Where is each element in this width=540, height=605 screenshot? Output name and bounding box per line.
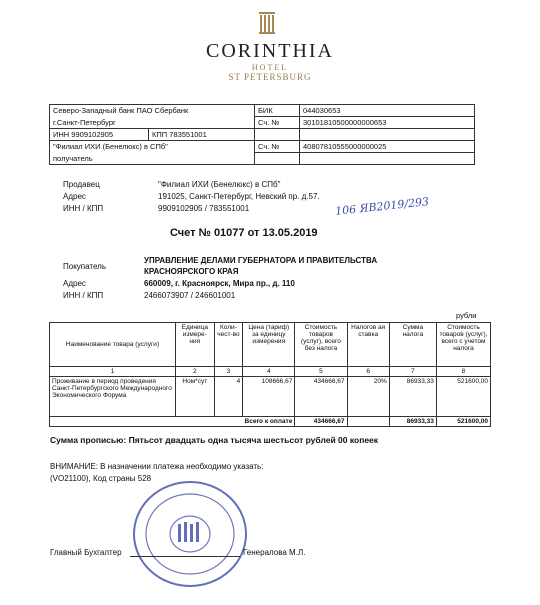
empty-cell <box>300 153 475 165</box>
company-stamp <box>130 478 250 590</box>
row-total: 521600,00 <box>436 377 490 417</box>
col-number: 5 <box>295 367 347 377</box>
corr-account-value: 30101810500000000653 <box>300 117 475 129</box>
buyer-inn-kpp: 2466073907 / 246601001 <box>144 291 236 300</box>
hotel-brand-sub: HOTEL <box>251 63 289 72</box>
col-number: 6 <box>347 367 389 377</box>
total-tax: 86933,33 <box>389 417 436 427</box>
row-cost: 434666,67 <box>295 377 347 417</box>
header-total: Стоимость товаров (услуг), всего с учетом налога <box>436 323 490 367</box>
buyer-label: Покупатель <box>63 262 106 271</box>
recipient-inn: ИНН 9909102905 <box>50 129 149 141</box>
recipient-label: получатель <box>50 153 255 165</box>
seller-inn-kpp: 9909102905 / 783551001 <box>158 204 250 213</box>
row-tax: 86933,33 <box>389 377 436 417</box>
signature-name: Генералова М.Л. <box>243 548 306 557</box>
invoice-date-prefix: от <box>247 227 260 239</box>
handwritten-note: 106 ЯВ2019/293 <box>334 195 430 218</box>
bik-value: 044030653 <box>300 105 475 117</box>
bank-details-table <box>49 104 475 165</box>
currency-label: рубли <box>456 311 477 320</box>
seller-label: Продавец <box>63 180 100 189</box>
header-tax: Сумма налога <box>389 323 436 367</box>
col-number: 4 <box>243 367 295 377</box>
header-name: Наименование товара (услуги) <box>50 323 176 367</box>
row-price: 108666,67 <box>243 377 295 417</box>
payment-notice-code: (VO21100), Код страны 528 <box>50 474 152 483</box>
corr-account-label: Сч. № <box>255 117 300 129</box>
total-label: Всего к оплате <box>50 417 295 427</box>
total-sum: 521600,00 <box>436 417 490 427</box>
seller-name: "Филиал ИХИ (Бенелюкс) в СПб" <box>158 180 281 189</box>
seller-inn-label: ИНН / КПП <box>63 204 104 213</box>
total-cost: 434666,67 <box>295 417 347 427</box>
row-name: Проживание в период проведения Санкт-Петербургского Международного Экономического Форума <box>50 377 176 417</box>
goods-table <box>49 322 491 427</box>
col-number: 3 <box>214 367 243 377</box>
buyer-name-line2: КРАСНОЯРСКОГО КРАЯ <box>144 267 239 276</box>
empty-cell <box>347 417 389 427</box>
account-value: 40807810555000000025 <box>300 141 475 153</box>
header-unit: Единица измере-ния <box>176 323 215 367</box>
buyer-address-label: Адрес <box>63 279 86 288</box>
invoice-title <box>170 227 318 239</box>
col-number: 2 <box>176 367 215 377</box>
bik-label: БИК <box>255 105 300 117</box>
sum-in-words: Сумма прописью: Пятьсот двадцать одна тысяча шестьсот рублей 00 копеек <box>50 435 379 445</box>
hotel-brand-city: ST PETERSBURG <box>228 72 312 82</box>
table-row <box>50 377 491 417</box>
invoice-prefix: Счет № <box>170 227 211 239</box>
col-number: 1 <box>50 367 176 377</box>
header-rate: Налогов ая ставка <box>347 323 389 367</box>
account-label: Сч. № <box>255 141 300 153</box>
col-number: 8 <box>436 367 490 377</box>
signature-line <box>130 556 240 557</box>
bank-city: г.Санкт-Петербург <box>50 117 255 129</box>
seller-address-label: Адрес <box>63 192 86 201</box>
empty-cell <box>255 153 300 165</box>
col-number: 7 <box>389 367 436 377</box>
header-price: Цена (тариф) за единицу измерения <box>243 323 295 367</box>
signature-label: Главный Бухгалтер <box>50 548 122 557</box>
invoice-date: 13.05.2019 <box>262 227 318 239</box>
header-qty: Коли-чест-во <box>214 323 243 367</box>
empty-cell <box>300 129 475 141</box>
recipient-name: "Филиал ИХИ (Бенелюкс) в СПб" <box>50 141 255 153</box>
seller-address: 191025, Санкт-Петербург, Невский пр. д.57. <box>158 192 320 201</box>
row-qty: 4 <box>214 377 243 417</box>
hotel-brand-name: CORINTHIA <box>206 40 334 62</box>
bank-name: Северо-Западный банк ПАО Сбербанк <box>50 105 255 117</box>
empty-cell <box>255 129 300 141</box>
row-rate: 20% <box>347 377 389 417</box>
buyer-name-line1: УПРАВЛЕНИЕ ДЕЛАМИ ГУБЕРНАТОРА И ПРАВИТЕЛЬСТВА <box>144 256 378 265</box>
hotel-logo-icon <box>257 10 277 36</box>
buyer-address: 660009, г. Красноярск, Мира пр., д. 110 <box>144 279 295 288</box>
recipient-kpp: КПП 783551001 <box>149 129 255 141</box>
payment-notice: ВНИМАНИЕ: В назначении платежа необходимо указать: <box>50 462 264 471</box>
header-cost: Стоимость товаров (услуг), всего без налога <box>295 323 347 367</box>
row-unit: Ном*сут <box>176 377 215 417</box>
buyer-inn-label: ИНН / КПП <box>63 291 104 300</box>
invoice-number: 01077 <box>213 227 245 239</box>
